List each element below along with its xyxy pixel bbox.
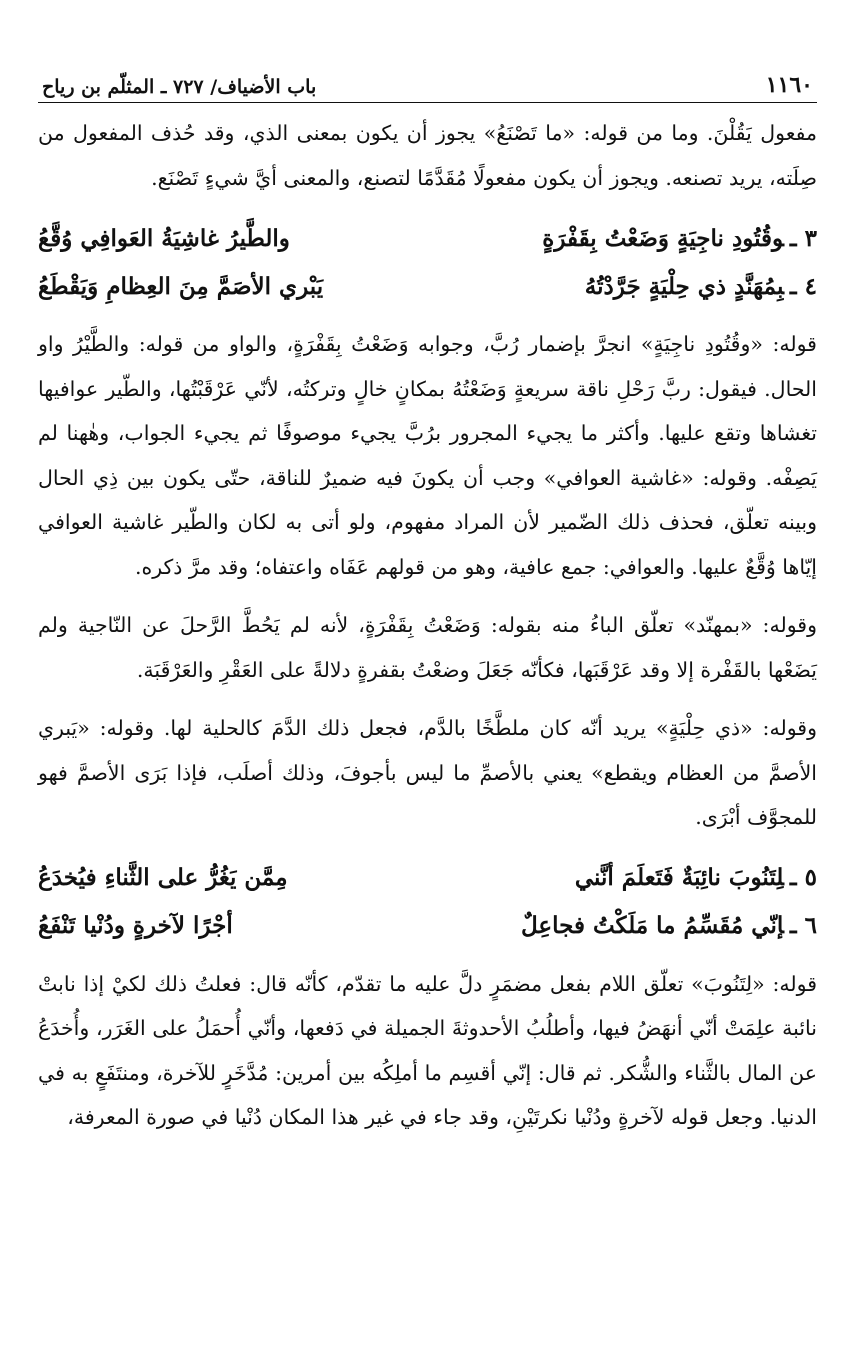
verse-number: ٤ ـ [789, 272, 817, 300]
paragraph: قوله: «لِتَنُوبَ» تعلّق اللام بفعل مضمَرٍ دلَّ عليه ما تقدّم، كأنّه قال: فعلتُ ذلك لكيْ إذا نابتْ نائبة علِمَتْ أنّي أنهَضُ فيها، وأطلُبُ الأحدوثةَ الجميلة في دَفعها، وأنّي أُحمَلُ على الغَرَر، وأُخدَعُ عن المال بالثَّناء والشُّكر. ثم قال: إنّي أقسِم ما أملِكُه بين أمرين: مُدَّخَرٍ للآخرة، ومنتَفَعٍ به في الدنيا. وجعل قوله لآخرةٍ ودُنْيا نكرتَيْنِ، وقد جاء في غير هذا المكان دُنْيا في صورة المعرفة، [38, 971, 817, 1129]
verse-line [38, 214, 817, 262]
verse-number: ٣ ـ [789, 224, 817, 252]
verse-text: إنّي مُقَسِّمُ ما مَلَكْتُ فجاعِلٌ [520, 912, 784, 939]
verse-first-hemistich [575, 864, 817, 891]
verse-line [38, 902, 817, 950]
verse-line [38, 262, 817, 310]
verse-second-hemistich: مِمَّن يَغُرُّ على الثَّناءِ فيُخدَعُ [38, 864, 288, 891]
verse-first-hemistich [521, 912, 817, 939]
verse-text: وقُتُودِ ناجِيَةٍ وَضَعْتُ بِقَفْرَةٍ [542, 224, 784, 252]
paragraph: وقوله: «ذي حِلْيَةٍ» يريد أنّه كان ملطَّخًا بالدَّم، فجعل ذلك الدَّمَ كالحلية لها. وقوله: «يَبري الأصمَّ من العظام ويقطع» يعني بالأصمِّ ما ليس بأجوفَ، وذلك أصلَب، فإذا بَرَى الأصمَّ فهو للمجوَّف أبْرَى. [38, 716, 817, 829]
verse-text: لِتَنُوبَ نائِبَةٌ فَتَعلَمَ أنَّني [574, 864, 784, 891]
verse-number: ٥ ـ [789, 864, 817, 891]
document-page [38, 62, 817, 1357]
verse-group [38, 854, 817, 950]
verse-second-hemistich: أجْرًا لآخرةٍ ودُنْيا تَنْفَعُ [38, 912, 233, 939]
paragraph: قوله: «وقُتُودِ ناجِيَةٍ» انجرَّ بإضمار رُبَّ، وجوابه وَضَعْتُ بِقَفْرَةٍ، والواو من قوله: والطَّيْرُ واو الحال. فيقول: ربَّ رَحْلِ ناقة سريعةٍ وَضَعْتُهُ بمكانٍ خالٍ وتركتُه، لأنّي عَرْقَبْتُها، والطّير عوافيها تغشاها وتقع عليها. وأكثر ما يجيء المجرور برُبَّ يجيء موصوفًا ثم يجيء الجواب، وهٰهنا لم يَصِفْه. وقوله: «غاشية العوافي» وجب أن يكونَ فيه ضميرٌ للناقة، حتّى يكون بين ذِي الحال وبينه تعلّق، فحذف ذلك الضّمير لأن المراد مفهوم، ولو أتى به لكان والطّير غاشية العوافي إيّاها وُقَّعٌ عليها. والعوافي: جمع عافية، وهو من قولهم عَفَاه واعتفاه؛ وقد مرَّ ذكره. [38, 332, 817, 579]
verse-group [38, 214, 817, 310]
verse-line [38, 854, 817, 902]
page-content [38, 111, 817, 1140]
verse-first-hemistich [585, 273, 817, 300]
paragraph: وقوله: «بمهنّد» تعلّق الباءُ منه بقوله: وَضَعْتُ بِقَفْرَةٍ، لأنه لم يَحُطَّ الرَّحلَ عن النّاجية ولم يَضَعْها بالقَفْرة إلا وقد عَرْقَبَها، فكأنّه جَعَلَ وضعْتُ بقفرةٍ دلالةً على العَقْرِ والعَرْقَبَة. [38, 613, 817, 682]
verse-second-hemistich: والطَّيرُ غاشِيَةُ العَوافِي وُقَّعُ [38, 224, 290, 252]
page-header [38, 62, 817, 103]
verse-text: بِمُهَنَّدٍ ذي حِلْيَةٍ جَرَّدْتُهُ [584, 272, 784, 300]
page-number: ١١٦٠ [765, 72, 813, 98]
verse-second-hemistich: يَبْري الأصَمَّ مِنَ العِظامِ وَيَقْطَعُ [38, 272, 324, 300]
verse-first-hemistich [542, 225, 817, 252]
verse-number: ٦ ـ [789, 912, 817, 939]
paragraph: مفعول يَقُلْنَ. وما من قوله: «ما تَصْنَعُ» يجوز أن يكون بمعنى الذي، وقد حُذف المفعول من صِلَته، يريد تصنعه. ويجوز أن يكون مفعولًا مُقَدَّمًا لتصنع، والمعنى أيَّ شيءٍ تَصْنَع. [38, 121, 817, 190]
running-title: باب الأضياف/ ٧٢٧ ـ المثلّم بن رياح [42, 76, 317, 98]
